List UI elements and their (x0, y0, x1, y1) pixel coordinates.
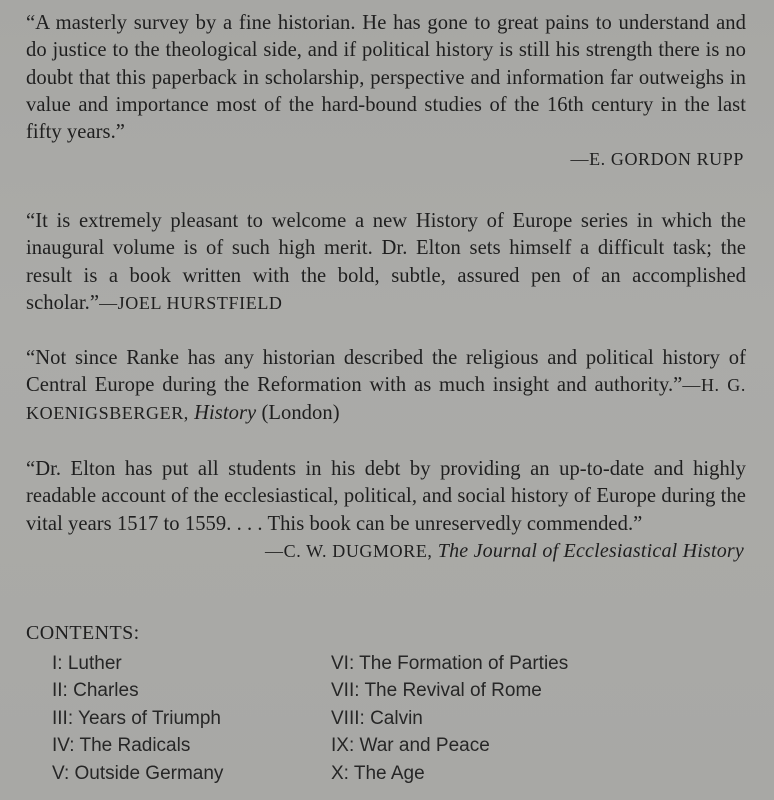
quote-text: “It is extremely pleasant to welcome a new History of Europe series in which the inaugural volume is of such high merit. Dr. Elton sets himself a difficult task; the result is a book written with the bold, subtle, assured pen of an accomplished scholar.” (26, 210, 746, 314)
contents-item: IV: The Radicals (52, 735, 191, 757)
quote-attribution: —C. W. DUGMORE, (265, 540, 433, 561)
quote-attribution: —E. GORDON RUPP (570, 149, 744, 170)
quote-text: “A masterly survey by a fine historian. He has gone to great pains to understand and do justice to the theological side, and if political history is still his strength there is no doubt that this paperback in scholarship, perspective and information far outweighs in value and importance most of the hard-bound studies of the 16th century in the last fifty years.” (26, 12, 746, 144)
review-quote-2 (26, 208, 746, 317)
contents-item: VI: The Formation of Parties (331, 653, 569, 674)
contents-item: X: The Age (331, 762, 425, 784)
quote-attribution: —H. G. KOENIGSBERGER, (26, 375, 746, 423)
contents-column-right (331, 650, 568, 787)
quote-source: History (194, 401, 257, 424)
contents-heading: CONTENTS: (26, 622, 140, 644)
contents-item: VII: The Revival of Rome (331, 680, 542, 702)
contents-item: III: Years of Triumph (52, 707, 221, 729)
quote-text: “Dr. Elton has put all students in his debt by providing an up-to-date and highly readable account of the ecclesiastical, political, and social history of Europe during the vital years 1517 to 1559. . . . This book can be unreservedly commended.” (26, 458, 746, 535)
quote-source: The Journal of Ecclesiastical History (437, 539, 744, 562)
review-quote-1 (26, 10, 746, 174)
review-quote-4 (26, 456, 746, 565)
contents-item: VIII: Calvin (331, 707, 423, 729)
contents-item: IX: War and Peace (331, 735, 490, 757)
quote-attribution: —JOEL HURSTFIELD (99, 292, 283, 313)
quote-attribution-line (26, 538, 746, 565)
contents-item: II: Charles (52, 680, 139, 702)
quote-attribution-line (26, 146, 746, 173)
contents-item: V: Outside Germany (52, 762, 224, 784)
review-quote-3 (26, 345, 746, 427)
contents-item: I: Luther (52, 653, 122, 674)
quote-source-suffix: (London) (256, 401, 340, 424)
contents-column-left (52, 650, 223, 787)
quote-text: “Not since Ranke has any historian described the religious and political history of Central Europe during the Reformation with as much insight and authority.” (26, 347, 746, 397)
